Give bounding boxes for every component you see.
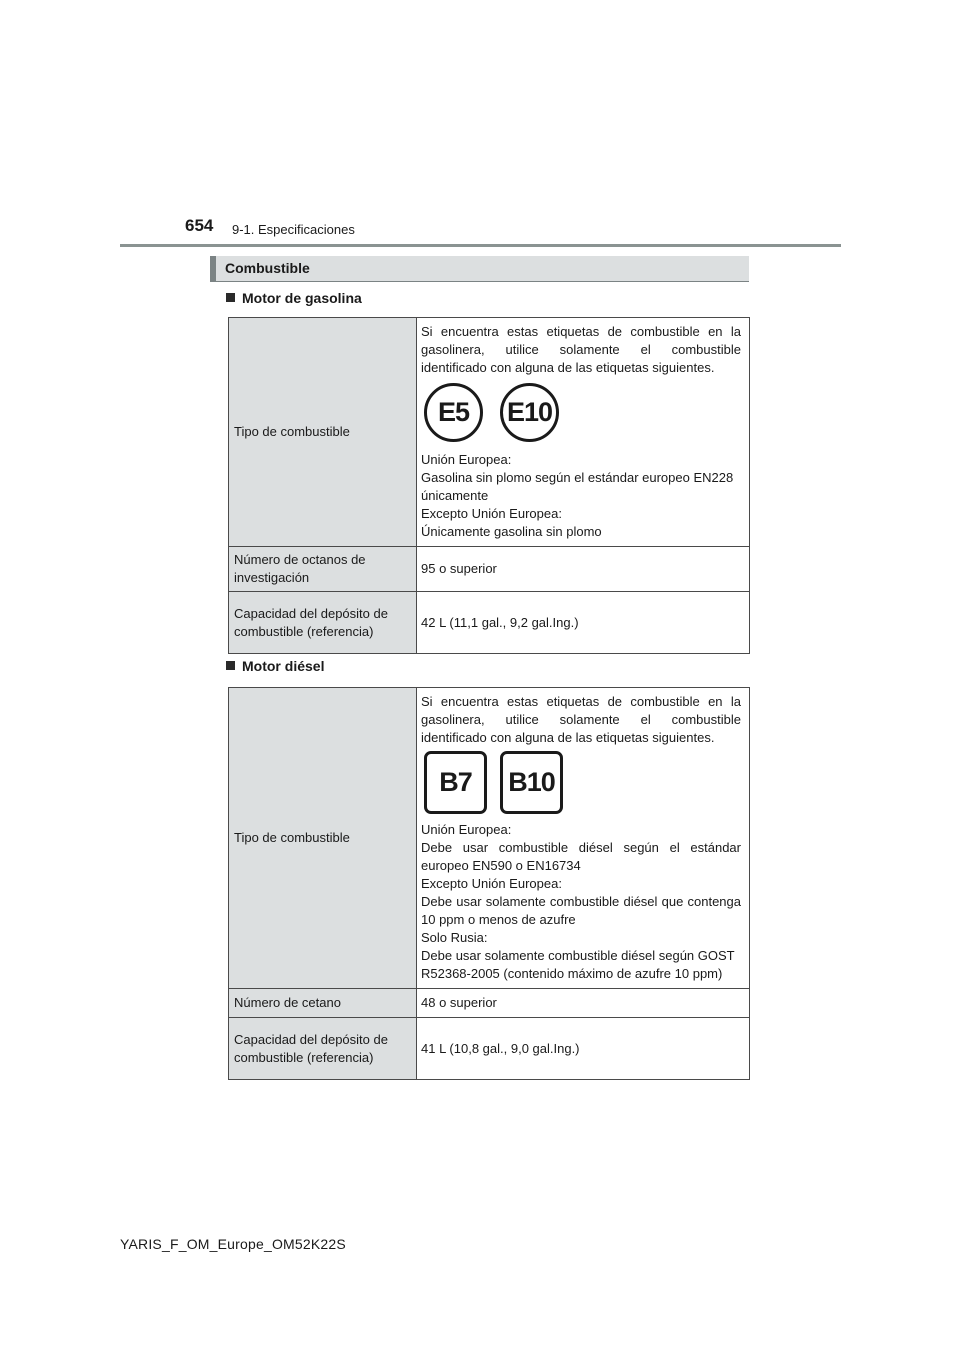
table-row xyxy=(229,989,750,1018)
table-row xyxy=(229,688,750,989)
fuel-note-line: Solo Rusia: xyxy=(421,930,488,945)
fuel-note-line: Unión Europea: xyxy=(421,822,512,837)
diesel-spec-table xyxy=(228,687,750,1080)
footer-document-id: YARIS_F_OM_Europe_OM52K22S xyxy=(120,1236,346,1252)
fuel-note-line: Excepto Unión Europea: xyxy=(421,876,562,891)
b10-label-icon: B10 xyxy=(500,751,563,814)
fuel-badges xyxy=(421,381,741,447)
fuel-badges xyxy=(421,751,741,817)
e5-label-icon: E5 xyxy=(424,383,483,442)
row-label: Tipo de combustible xyxy=(229,318,417,547)
e10-label-icon: E10 xyxy=(500,383,559,442)
fuel-label-intro: Si encuentra estas etiquetas de combustible en la gasolinera, utilice solamente el combustible identificado con alguna de las etiquetas siguientes. xyxy=(421,694,741,745)
gasoline-spec-table xyxy=(228,317,750,654)
row-label: Tipo de combustible xyxy=(229,688,417,989)
fuel-note-line: Excepto Unión Europea: xyxy=(421,506,562,521)
fuel-note-line: Únicamente gasolina sin plomo xyxy=(421,524,602,539)
fuel-note-line: Debe usar combustible diésel según el estándar europeo EN590 o EN16734 xyxy=(421,840,741,873)
fuel-label-intro: Si encuentra estas etiquetas de combustible en la gasolinera, utilice solamente el combustible identificado con alguna de las etiquetas siguientes. xyxy=(421,324,741,375)
row-value: 41 L (10,8 gal., 9,0 gal.Ing.) xyxy=(417,1018,750,1080)
row-value xyxy=(417,318,750,547)
fuel-note-line: Debe usar solamente combustible diésel que contenga 10 ppm o menos de azufre xyxy=(421,894,741,927)
table-row xyxy=(229,547,750,592)
table-row xyxy=(229,318,750,547)
square-bullet-icon xyxy=(226,661,235,670)
section-heading-bar xyxy=(210,256,749,282)
square-bullet-icon xyxy=(226,293,235,302)
b7-label-icon: B7 xyxy=(424,751,487,814)
row-value: 42 L (11,1 gal., 9,2 gal.Ing.) xyxy=(417,592,750,654)
row-label: Número de cetano xyxy=(229,989,417,1018)
fuel-note-line: Unión Europea: xyxy=(421,452,512,467)
table-row xyxy=(229,1018,750,1080)
section-title: 9-1. Especificaciones xyxy=(232,222,355,237)
row-value: 95 o superior xyxy=(417,547,750,592)
table-row xyxy=(229,592,750,654)
fuel-note-line: Gasolina sin plomo según el estándar europeo EN228 únicamente xyxy=(421,470,734,503)
row-value: 48 o superior xyxy=(417,989,750,1018)
row-label: Capacidad del depósito de combustible (referencia) xyxy=(229,1018,417,1080)
row-label: Número de octanos de investigación xyxy=(229,547,417,592)
fuel-note-line: Debe usar solamente combustible diésel según GOST R52368-2005 (contenido máximo de azufre 10 ppm) xyxy=(421,948,735,981)
diesel-heading: Motor diésel xyxy=(226,658,324,674)
row-value xyxy=(417,688,750,989)
header-divider xyxy=(120,244,841,247)
page-number: 654 xyxy=(185,216,214,235)
gasoline-heading: Motor de gasolina xyxy=(226,290,362,306)
row-label: Capacidad del depósito de combustible (referencia) xyxy=(229,592,417,654)
section-heading: Combustible xyxy=(225,260,310,276)
